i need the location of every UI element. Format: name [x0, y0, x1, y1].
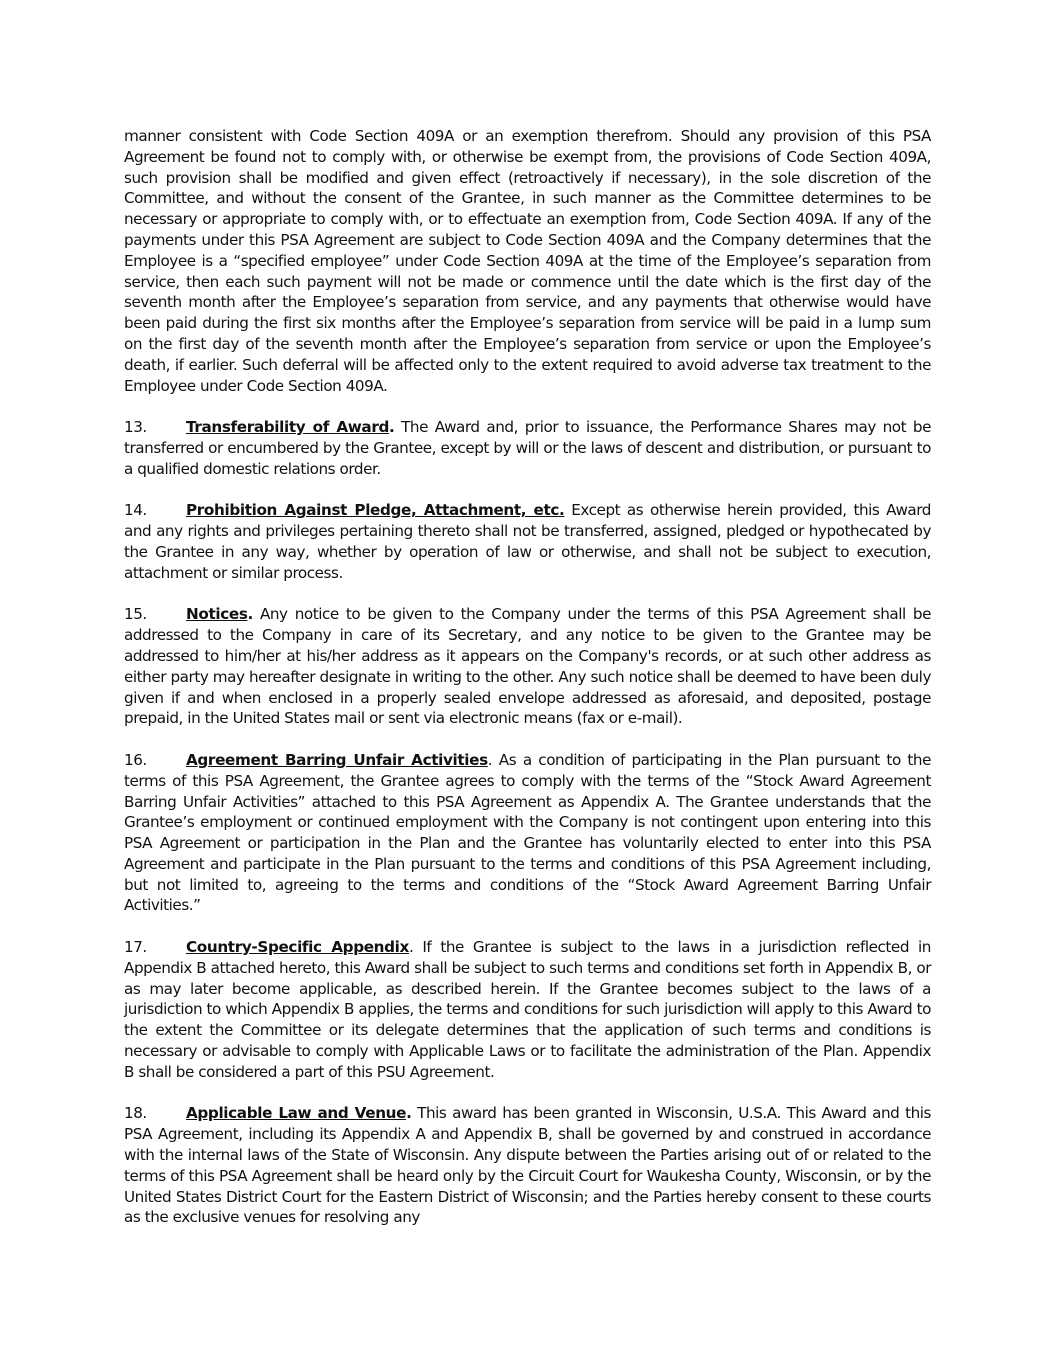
section-heading-punct: .: [388, 418, 395, 437]
section-15: [124, 604, 931, 729]
section-number: 14.: [124, 501, 147, 520]
section-heading: Transferability of Award: [186, 418, 389, 437]
section-heading: Country-Specific Appendix: [186, 938, 409, 957]
section-heading: Applicable Law and Venue: [186, 1104, 407, 1123]
section-number: 17.: [124, 938, 147, 957]
section-body: This award has been granted in Wisconsin, U.S.A. This Award and this PSA Agreement, including its Appendix A and Appendix B, shall be governed by and construed in accordance with the internal laws of the State of Wisconsin. Any dispute between the Parties arising out of or related to the terms of this PSA Agreement shall be heard only by the Circuit Court for Waukesha County, Wisconsin, or by the United States District Court for the Eastern District of Wisconsin; and the Parties hereby consent to these courts as the exclusive venues for resolving any: [124, 1104, 931, 1227]
section-body: Any notice to be given to the Company under the terms of this PSA Agreement shall be addressed to the Company in care of its Secretary, and any notice to be given to the Grantee may be addressed to him/her at his/her address as it appears on the Company's records, or at such other address as either party may hereafter designate in writing to the other. Any such notice shall be deemed to have been duly given if and when enclosed in a properly sealed envelope addressed as aforesaid, and deposited, postage prepaid, in the United States mail or sent via electronic means (fax or e-mail).: [124, 605, 931, 728]
section-heading: Prohibition Against Pledge, Attachment, etc.: [186, 501, 565, 520]
section-16: [124, 750, 931, 916]
section-number: 18.: [124, 1104, 147, 1123]
section-heading-punct: .: [406, 1104, 412, 1123]
section-heading-punct: .: [247, 605, 253, 624]
document-page: [124, 126, 931, 1249]
section-body: Except as otherwise herein provided, this Award and any rights and privileges pertaining thereto shall not be transferred, assigned, pledged or hypothecated by the Grantee in any way, whether by operation of law or otherwise, and shall not be subject to execution, attachment or similar process.: [124, 501, 931, 582]
section-18: [124, 1103, 931, 1228]
section-heading: Agreement Barring Unfair Activities: [186, 750, 488, 769]
section-17: [124, 937, 931, 1083]
section-number: 16.: [124, 750, 147, 769]
section-body: The Award and, prior to issuance, the Performance Shares may not be transferred or encumbered by the Grantee, except by will or the laws of descent and distribution, or pursuant to a qualified domestic relations order.: [124, 418, 932, 478]
section-body: . As a condition of participating in the Plan pursuant to the terms of this PSA Agreement, the Grantee agrees to comply with the terms of the “Stock Award Agreement Barring Unfair Activities” attached to this PSA Agreement as Appendix A. The Grantee understands that the Grantee’s employment or continued employment with the Company is not contingent upon entering into this PSA Agreement or participation in the Plan and the Grantee has voluntarily elected to enter into this PSA Agreement and participate in the Plan pursuant to the terms and conditions of this PSA Agreement including, but not limited to, agreeing to the terms and conditions of the “Stock Award Agreement Barring Unfair Activities.”: [124, 750, 931, 915]
section-14: [124, 500, 931, 583]
section-number: 13.: [124, 418, 147, 437]
continuation-paragraph: manner consistent with Code Section 409A or an exemption therefrom. Should any provision of this PSA Agreement be found not to comply with, or otherwise be exempt from, the provisions of Code Section 409A, such provision shall be modified and given effect (retroactively if necessary), in the sole discretion of the Committee, and without the consent of the Grantee, in such manner as the Committee determines to be necessary or appropriate to comply with, or to effectuate an exemption from, Code Section 409A. If any of the payments under this PSA Agreement are subject to Code Section 409A and the Company determines that the Employee is a “specified employee” under Code Section 409A at the time of the Employee’s separation from service, then each such payment will not be made or commence until the date which is the first day of the seventh month after the Employee’s separation from service, and any payments that otherwise would have been paid during the first six months after the Employee’s separation from service will be paid in a lump sum on the first day of the seventh month after the Employee’s separation from service or upon the Employee’s death, if earlier. Such deferral will be affected only to the extent required to avoid adverse tax treatment to the Employee under Code Section 409A.: [124, 127, 931, 395]
section-13: [124, 417, 931, 479]
section-body: . If the Grantee is subject to the laws in a jurisdiction reflected in Appendix B attached hereto, this Award shall be subject to such terms and conditions set forth in Appendix B, or as may later become applicable, as described herein. If the Grantee becomes subject to the laws of a jurisdiction to which Appendix B applies, the terms and conditions for such jurisdiction will apply to this Award to the extent the Committee or its delegate determines that the application of such terms and conditions is necessary or advisable to comply with Applicable Laws or to facilitate the administration of the Plan. Appendix B shall be considered a part of this PSU Agreement.: [124, 938, 931, 1081]
section-heading: Notices: [186, 605, 248, 624]
section-number: 15.: [124, 605, 147, 624]
